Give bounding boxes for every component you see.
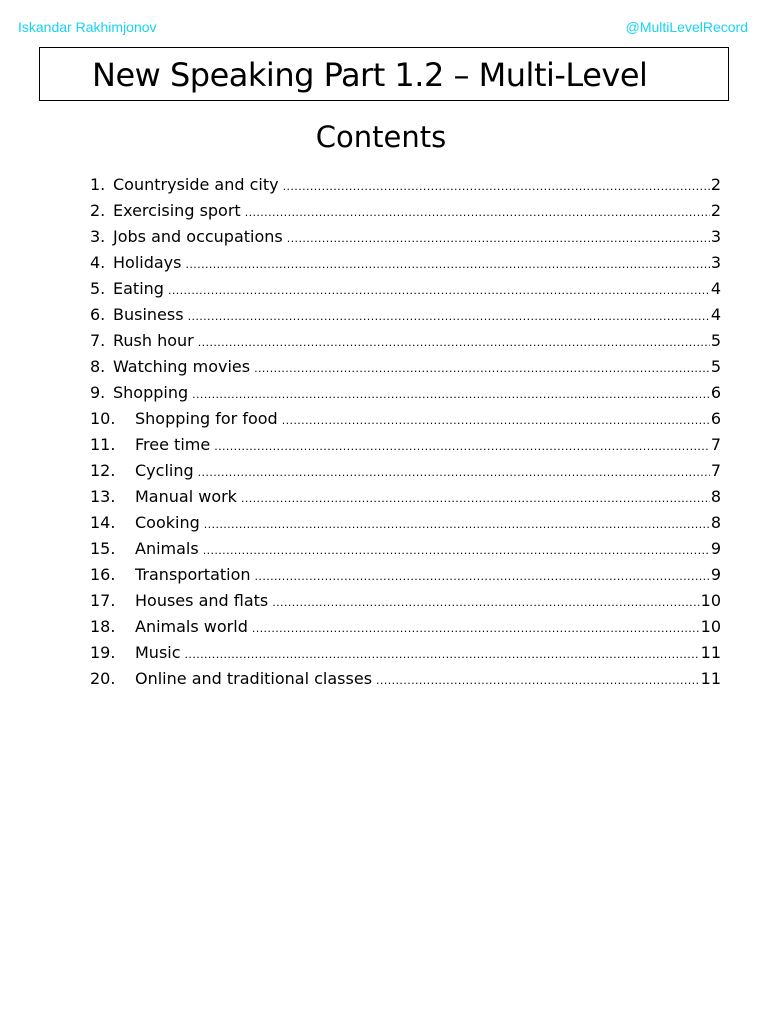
toc-entry-page: 2 <box>710 175 721 194</box>
toc-entry[interactable] <box>90 380 721 406</box>
toc-entry[interactable] <box>90 250 721 276</box>
toc-entry-number: 14. <box>90 513 116 532</box>
toc-entry[interactable] <box>90 432 721 458</box>
toc-entry-page: 11 <box>700 669 721 688</box>
toc-entry-page: 4 <box>710 305 721 324</box>
toc-entry-label: Exercising sport <box>113 201 241 220</box>
toc-entry-number: 5. <box>90 279 106 298</box>
toc-entry[interactable] <box>90 510 721 536</box>
toc-entry-page: 9 <box>710 539 721 558</box>
toc-entry-label: Holidays <box>113 253 182 272</box>
toc-entry-leader <box>254 356 710 382</box>
toc-entry-leader <box>282 408 710 434</box>
toc-entry-page: 10 <box>700 617 721 636</box>
toc-entry[interactable] <box>90 640 721 666</box>
toc-entry-label: Transportation <box>135 565 251 584</box>
toc-entry-leader <box>376 668 700 694</box>
toc-entry-number: 9. <box>90 383 106 402</box>
toc-entry-leader <box>168 278 710 304</box>
toc-entry-number: 10. <box>90 409 116 428</box>
toc-entry[interactable] <box>90 354 721 380</box>
toc-entry-leader <box>287 226 710 252</box>
toc-entry-label: Shopping for food <box>135 409 278 428</box>
toc-entry[interactable] <box>90 198 721 224</box>
document-title: New Speaking Part 1.2 – Multi-Level <box>92 56 648 94</box>
toc-entry-label: Online and traditional classes <box>135 669 373 688</box>
toc-entry-number: 1. <box>90 175 106 194</box>
toc-entry-leader <box>198 330 710 356</box>
toc-entry-label: Animals world <box>135 617 248 636</box>
toc-entry-number: 11. <box>90 435 116 454</box>
toc-entry[interactable] <box>90 328 721 354</box>
toc-entry-page: 4 <box>710 279 721 298</box>
toc-entry-number: 12. <box>90 461 116 480</box>
toc-entry[interactable] <box>90 302 721 328</box>
header-author: Iskandar Rakhimjonov <box>18 19 157 35</box>
toc-entry-leader <box>185 642 700 668</box>
toc-entry-leader <box>204 512 710 538</box>
toc-entry-number: 7. <box>90 331 106 350</box>
toc-entry-page: 2 <box>710 201 721 220</box>
title-box <box>39 47 729 101</box>
table-of-contents <box>90 172 721 692</box>
toc-entry-label: Free time <box>135 435 211 454</box>
toc-entry-leader <box>283 174 710 200</box>
toc-entry-page: 11 <box>700 643 721 662</box>
toc-entry-page: 5 <box>710 357 721 376</box>
toc-entry-number: 16. <box>90 565 116 584</box>
toc-entry[interactable] <box>90 406 721 432</box>
contents-heading: Contents <box>315 120 447 154</box>
toc-entry-number: 15. <box>90 539 116 558</box>
toc-entry-number: 6. <box>90 305 106 324</box>
toc-entry-number: 17. <box>90 591 116 610</box>
toc-entry-label: Watching movies <box>113 357 251 376</box>
toc-entry-label: Houses and flats <box>135 591 269 610</box>
toc-entry-page: 3 <box>710 253 721 272</box>
toc-entry-number: 20. <box>90 669 116 688</box>
toc-entry-number: 18. <box>90 617 116 636</box>
toc-entry-number: 3. <box>90 227 106 246</box>
toc-entry[interactable] <box>90 224 721 250</box>
toc-entry-leader <box>255 564 710 590</box>
toc-entry[interactable] <box>90 484 721 510</box>
toc-entry-number: 2. <box>90 201 106 220</box>
toc-entry-page: 6 <box>710 409 721 428</box>
toc-entry[interactable] <box>90 666 721 692</box>
toc-entry[interactable] <box>90 276 721 302</box>
toc-entry-leader <box>188 304 710 330</box>
toc-entry-leader <box>214 434 710 460</box>
toc-entry[interactable] <box>90 562 721 588</box>
toc-entry[interactable] <box>90 458 721 484</box>
toc-entry-page: 6 <box>710 383 721 402</box>
toc-entry-page: 3 <box>710 227 721 246</box>
toc-entry-label: Animals <box>135 539 199 558</box>
toc-entry-page: 9 <box>710 565 721 584</box>
toc-entry-page: 7 <box>710 461 721 480</box>
toc-entry-leader <box>272 590 699 616</box>
toc-entry-leader <box>252 616 700 642</box>
toc-entry-leader <box>192 382 710 408</box>
toc-entry[interactable] <box>90 172 721 198</box>
toc-entry[interactable] <box>90 614 721 640</box>
toc-entry[interactable] <box>90 536 721 562</box>
toc-entry[interactable] <box>90 588 721 614</box>
toc-entry-number: 13. <box>90 487 116 506</box>
toc-entry-leader <box>185 252 709 278</box>
toc-entry-number: 4. <box>90 253 106 272</box>
toc-entry-leader <box>245 200 710 226</box>
toc-entry-leader <box>241 486 710 512</box>
toc-entry-leader <box>198 460 710 486</box>
toc-entry-label: Cooking <box>135 513 200 532</box>
toc-entry-label: Rush hour <box>113 331 194 350</box>
toc-entry-label: Countryside and city <box>113 175 279 194</box>
toc-entry-number: 8. <box>90 357 106 376</box>
toc-entry-page: 8 <box>710 513 721 532</box>
toc-entry-label: Business <box>113 305 184 324</box>
toc-entry-page: 10 <box>700 591 721 610</box>
toc-entry-label: Eating <box>113 279 164 298</box>
toc-entry-label: Music <box>135 643 181 662</box>
toc-entry-page: 5 <box>710 331 721 350</box>
toc-entry-label: Manual work <box>135 487 237 506</box>
toc-entry-number: 19. <box>90 643 116 662</box>
toc-entry-leader <box>203 538 710 564</box>
header-handle: @MultiLevelRecord <box>625 19 748 35</box>
toc-entry-label: Shopping <box>113 383 189 402</box>
toc-entry-page: 7 <box>710 435 721 454</box>
toc-entry-label: Jobs and occupations <box>113 227 283 246</box>
toc-entry-page: 8 <box>710 487 721 506</box>
toc-entry-label: Cycling <box>135 461 194 480</box>
